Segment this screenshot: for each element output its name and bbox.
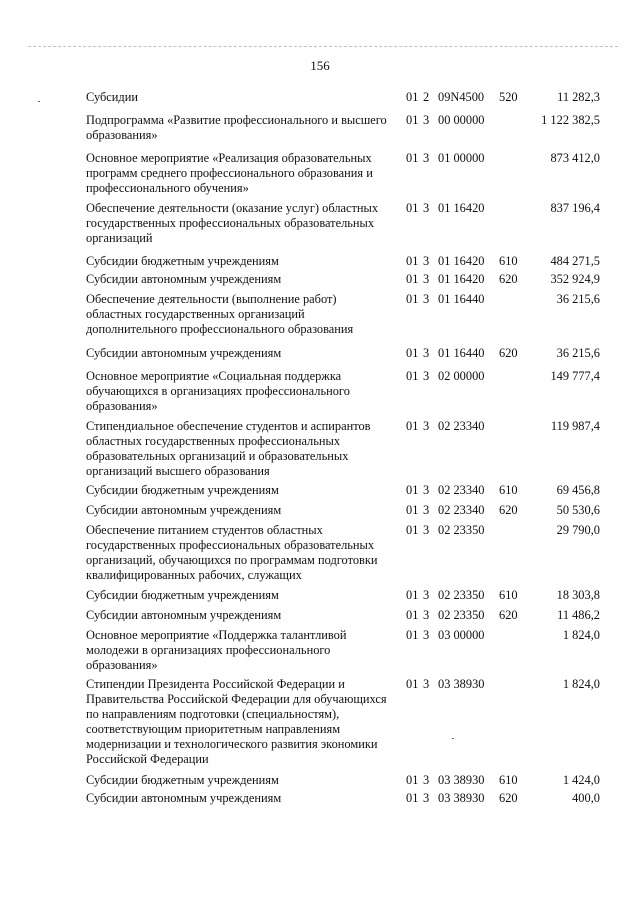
- subsection-code: 3: [423, 113, 430, 127]
- program-code: 03 00000: [438, 628, 485, 642]
- table-row: [86, 523, 600, 583]
- program-code: 01 00000: [438, 151, 485, 165]
- program-code: 01 16420: [438, 272, 485, 286]
- subsection-code: 3: [423, 791, 430, 805]
- expense-type-code: 610: [499, 588, 518, 602]
- item-name: Субсидии автономным учреждениям: [86, 503, 282, 517]
- table-row: [86, 113, 600, 143]
- amount-value: 11 486,2: [557, 608, 600, 622]
- item-name: Субсидии автономным учреждениям: [86, 791, 282, 805]
- table-row: [86, 791, 600, 806]
- item-name: Основное мероприятие «Социальная поддержка обучающихся в организациях профессионального образования»: [86, 369, 350, 413]
- subsection-code: 3: [423, 503, 430, 517]
- subsection-code: 3: [423, 588, 430, 602]
- program-code: 02 23340: [438, 503, 485, 517]
- program-code: 01 16440: [438, 346, 485, 360]
- scan-artifact-line: [28, 46, 618, 47]
- subsection-code: 3: [423, 773, 430, 787]
- item-name: Субсидии: [86, 90, 138, 104]
- program-code: 02 23350: [438, 608, 485, 622]
- table-row: [86, 503, 600, 518]
- section-code: 01: [406, 419, 419, 433]
- amount-value: 400,0: [572, 791, 600, 805]
- item-name: Стипендиальное обеспечение студентов и аспирантов областных государственных профессиональных образовательных организаций и образовательных организаций высшего образования: [86, 419, 371, 478]
- amount-value: 11 282,3: [557, 90, 600, 104]
- expense-type-code: 620: [499, 791, 518, 805]
- subsection-code: 3: [423, 419, 430, 433]
- program-code: 09N4500: [438, 90, 485, 104]
- table-row: [86, 608, 600, 623]
- subsection-code: 3: [423, 483, 430, 497]
- table-row: [86, 346, 600, 361]
- section-code: 01: [406, 791, 419, 805]
- expense-type-code: 610: [499, 483, 518, 497]
- item-name: Основное мероприятие «Реализация образовательных программ среднего профессионального образования и профессионального обучения»: [86, 151, 373, 195]
- budget-table: [86, 90, 600, 806]
- subsection-code: 3: [423, 151, 430, 165]
- item-name: Субсидии бюджетным учреждениям: [86, 773, 279, 787]
- table-row: [86, 254, 600, 269]
- amount-value: 29 790,0: [556, 523, 600, 537]
- amount-value: 484 271,5: [550, 254, 600, 268]
- section-code: 01: [406, 523, 419, 537]
- program-code: 01 16440: [438, 292, 485, 306]
- amount-value: 69 456,8: [556, 483, 600, 497]
- subsection-code: 3: [423, 346, 430, 360]
- amount-value: 119 987,4: [550, 419, 600, 433]
- subsection-code: 3: [423, 292, 430, 306]
- section-code: 01: [406, 151, 419, 165]
- section-code: 01: [406, 292, 419, 306]
- item-name: Обеспечение деятельности (оказание услуг) областных государственных профессиональных образовательных организаций: [86, 201, 379, 245]
- amount-value: 1 824,0: [562, 628, 600, 642]
- page-number: 156: [310, 58, 330, 73]
- expense-type-code: 620: [499, 272, 518, 286]
- subsection-code: 3: [423, 254, 430, 268]
- section-code: 01: [406, 254, 419, 268]
- section-code: 01: [406, 608, 419, 622]
- subsection-code: 3: [423, 677, 430, 691]
- amount-value: 36 215,6: [556, 346, 600, 360]
- program-code: 01 16420: [438, 254, 485, 268]
- item-name: Субсидии бюджетным учреждениям: [86, 588, 279, 602]
- table-row: [86, 483, 600, 498]
- item-name: Основное мероприятие «Поддержка талантливой молодежи в организациях профессионального образования»: [86, 628, 347, 672]
- subsection-code: 3: [423, 608, 430, 622]
- program-code: 02 23350: [438, 588, 485, 602]
- section-code: 01: [406, 346, 419, 360]
- item-name: Обеспечение деятельности (выполнение работ) областных государственных организаций дополнительного профессионального образования: [86, 292, 354, 336]
- program-code: 03 38930: [438, 677, 485, 691]
- table-row: [86, 292, 600, 337]
- item-name: Обеспечение питанием студентов областных государственных профессиональных образовательных организаций, обучающихся по программам подготовки квалифицированных рабочих, служащих: [86, 523, 378, 582]
- expense-type-code: 620: [499, 503, 518, 517]
- section-code: 01: [406, 113, 419, 127]
- amount-value: 50 530,6: [556, 503, 600, 517]
- amount-value: 1 122 382,5: [541, 113, 600, 127]
- item-name: Подпрограмма «Развитие профессионального и высшего образования»: [86, 113, 387, 142]
- table-row: [86, 588, 600, 603]
- table-row: [86, 151, 600, 196]
- section-code: 01: [406, 628, 419, 642]
- section-code: 01: [406, 773, 419, 787]
- subsection-code: 3: [423, 523, 430, 537]
- expense-type-code: 620: [499, 346, 518, 360]
- expense-type-code: 520: [499, 90, 518, 104]
- amount-value: 1 824,0: [562, 677, 600, 691]
- item-name: Субсидии автономным учреждениям: [86, 608, 282, 622]
- table-row: [86, 677, 600, 767]
- subsection-code: 3: [423, 369, 430, 383]
- program-code: 02 23340: [438, 483, 485, 497]
- subsection-code: 3: [423, 201, 430, 215]
- amount-value: 837 196,4: [550, 201, 600, 215]
- amount-value: 1 424,0: [562, 773, 600, 787]
- program-code: 02 23350: [438, 523, 485, 537]
- section-code: 01: [406, 588, 419, 602]
- amount-value: 149 777,4: [550, 369, 600, 383]
- program-code: 01 16420: [438, 201, 485, 215]
- table-row: [86, 201, 600, 246]
- program-code: 02 23340: [438, 419, 485, 433]
- amount-value: 352 924,9: [550, 272, 600, 286]
- section-code: 01: [406, 677, 419, 691]
- subsection-code: 2: [423, 90, 430, 104]
- table-row: [86, 628, 600, 673]
- amount-value: 18 303,8: [556, 588, 600, 602]
- table-row: [86, 773, 600, 788]
- section-code: 01: [406, 503, 419, 517]
- item-name: Субсидии автономным учреждениям: [86, 346, 282, 360]
- section-code: 01: [406, 483, 419, 497]
- item-name: Субсидии бюджетным учреждениям: [86, 254, 279, 268]
- section-code: 01: [406, 369, 419, 383]
- expense-type-code: 620: [499, 608, 518, 622]
- subsection-code: 3: [423, 272, 430, 286]
- item-name: Субсидии бюджетным учреждениям: [86, 483, 279, 497]
- item-name: Субсидии автономным учреждениям: [86, 272, 282, 286]
- amount-value: 36 215,6: [556, 292, 600, 306]
- program-code: 03 38930: [438, 791, 485, 805]
- section-code: 01: [406, 201, 419, 215]
- program-code: 03 38930: [438, 773, 485, 787]
- expense-type-code: 610: [499, 773, 518, 787]
- subsection-code: 3: [423, 628, 430, 642]
- expense-type-code: 610: [499, 254, 518, 268]
- section-code: 01: [406, 272, 419, 286]
- section-code: 01: [406, 90, 419, 104]
- item-name: Стипендии Президента Российской Федерации и Правительства Российской Федерации для обучающихся по направлениям подготовки (специальностям), соответствующим приоритетным направлениям модернизации и технологического развития экономики Российской Федерации: [86, 677, 387, 766]
- program-code: 02 00000: [438, 369, 485, 383]
- table-row: [86, 272, 600, 287]
- table-row: [86, 369, 600, 414]
- program-code: 00 00000: [438, 113, 485, 127]
- table-row: [86, 90, 600, 105]
- scan-speck: [38, 101, 40, 102]
- amount-value: 873 412,0: [550, 151, 600, 165]
- table-row: [86, 419, 600, 479]
